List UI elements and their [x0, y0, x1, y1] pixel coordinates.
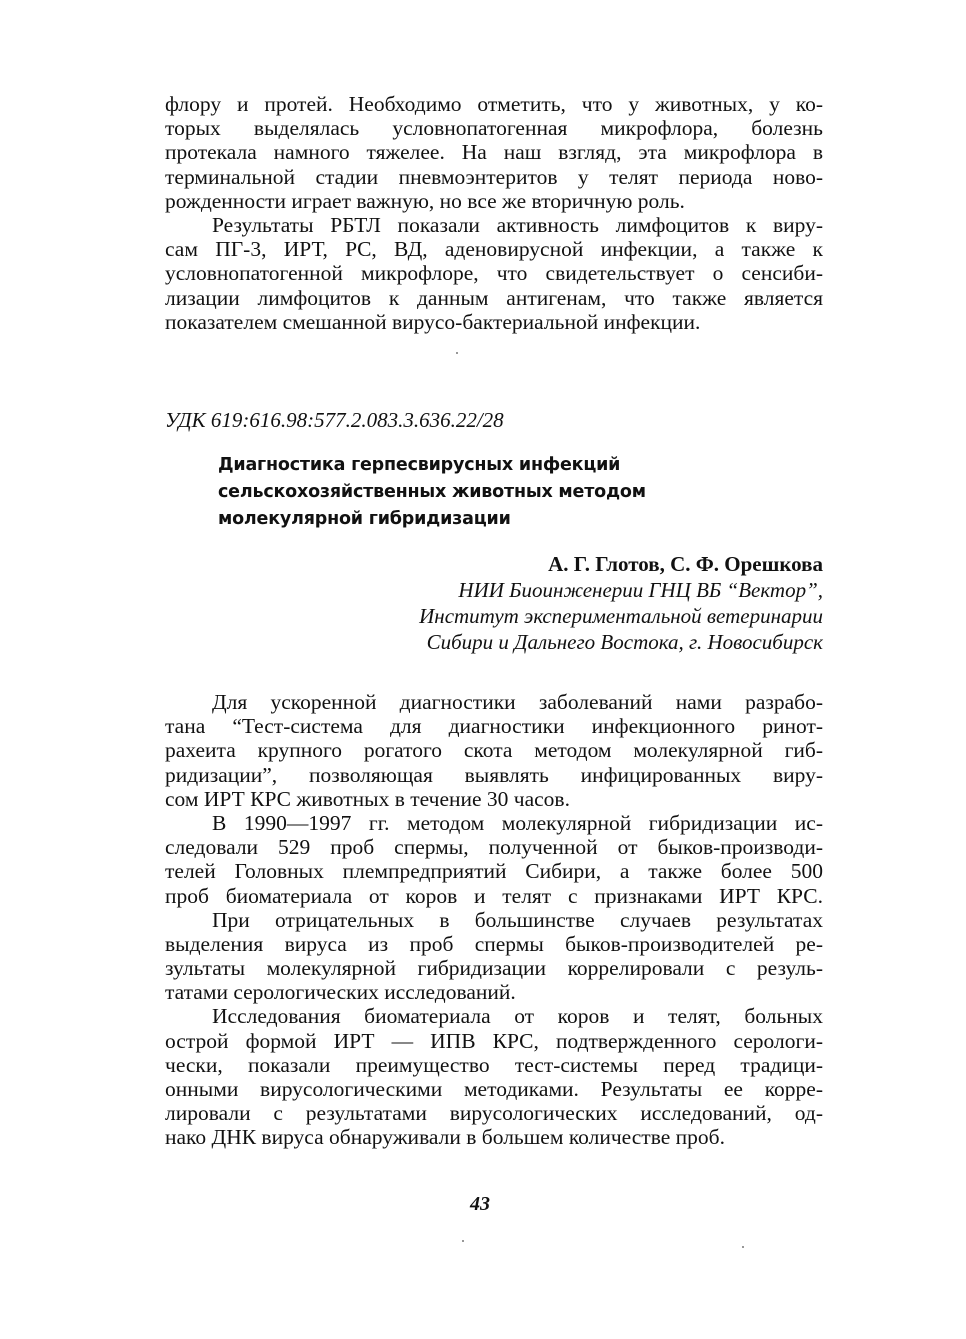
text-line: татами серологических исследований. — [165, 980, 516, 1005]
text-line: терминальной стадии пневмоэнтеритов у телят периода ново- — [165, 164, 823, 189]
text-line: При отрицательных в большинстве случаев результатах — [212, 907, 823, 932]
text-line: В 1990—1997 гг. методом молекулярной гибридизации ис- — [212, 810, 823, 835]
text-line: острой формой ИРТ — ИПВ КРС, подтвержденного серологи- — [165, 1028, 823, 1053]
title-line: Диагностика герпесвирусных инфекций — [218, 455, 621, 475]
text-line: следовали 529 проб спермы, полученной от быков-производи- — [165, 835, 823, 860]
text-line: условнопатогенной микрофлоре, что свидетельствует о сенсиби- — [165, 261, 823, 286]
paragraph — [165, 213, 823, 334]
text-line: лизации лимфоцитов к данным антигенам, что также является — [165, 285, 823, 310]
text-line: показателем смешанной вирусо-бактериальной инфекции. — [165, 309, 701, 334]
text-line: тана “Тест-система для диагностики инфекционного ринот- — [165, 714, 823, 739]
previous-article-text — [165, 92, 823, 334]
paragraph — [165, 1004, 823, 1149]
udc-code: УДК 619:616.98:577.2.083.3.636.22/28 — [165, 408, 504, 432]
text-line: телей Головных племпредприятий Сибири, а также более 500 — [165, 859, 823, 884]
author-names: А. Г. Глотов, С. Ф. Орешкова — [548, 552, 823, 576]
page-number: 43 — [470, 1193, 490, 1215]
text-line: рожденности играет важную, но все же вторичную роль. — [165, 188, 685, 213]
title-line: молекулярной гибридизации — [218, 509, 511, 529]
paragraph — [165, 690, 823, 811]
text-line: протекала намного тяжелее. На наш взгляд, эта микрофлора в — [165, 140, 823, 165]
text-line: лировали с результатами вирусологических исследований, од- — [165, 1101, 823, 1126]
text-line: сам ПГ-3, ИРТ, PC, ВД, аденовирусной инфекции, а также к — [165, 237, 823, 262]
text-line: Исследования биоматериала от коров и телят, больных — [212, 1004, 823, 1029]
affiliation-line: Сибири и Дальнего Востока, г. Новосибирск — [426, 630, 823, 654]
text-line: нако ДНК вируса обнаруживали в большем количестве проб. — [165, 1125, 725, 1150]
text-line: зультаты молекулярной гибридизации коррелировали с резуль- — [165, 956, 823, 981]
text-line: онными вирусологическими методиками. Результаты ее корре- — [165, 1077, 823, 1101]
affiliation-line: НИИ Биоинженерии ГНЦ ВБ “Вектор”, — [458, 578, 823, 602]
text-line: выделения вируса из проб спермы быков-производителей ре- — [165, 931, 823, 956]
text-line: Результаты РБТЛ показали активность лимфоцитов к виру- — [212, 212, 823, 237]
text-line: сом ИРТ КРС животных в течение 30 часов. — [165, 786, 570, 811]
article-title — [218, 452, 646, 533]
text-line: Для ускоренной диагностики заболеваний нами разрабо- — [212, 690, 823, 714]
affiliation-line: Институт экспериментальной ветеринарии — [419, 604, 823, 628]
article-body — [165, 690, 823, 1150]
text-line: проб биоматериала от коров и телят с признаками ИРТ КРС. — [165, 883, 823, 908]
scan-speck — [742, 1246, 744, 1248]
title-line: сельскохозяйственных животных методом — [218, 482, 646, 502]
paragraph — [165, 92, 823, 213]
text-line: флору и протей. Необходимо отметить, что у животных, у ко- — [165, 92, 823, 116]
scan-speck — [456, 352, 458, 354]
authors-block — [419, 551, 823, 655]
text-line: торых выделялась условнопатогенная микрофлора, болезнь — [165, 116, 823, 141]
text-line: ридизации”, позволяющая выявлять инфицированных виру- — [165, 762, 823, 787]
paragraph — [165, 908, 823, 1005]
scan-speck — [462, 1240, 464, 1242]
text-line: чески, показали преимущество тест-системы перед традици- — [165, 1052, 823, 1077]
text-line: рахеита крупного рогатого скота методом молекулярной гиб- — [165, 738, 823, 763]
paragraph — [165, 811, 823, 908]
